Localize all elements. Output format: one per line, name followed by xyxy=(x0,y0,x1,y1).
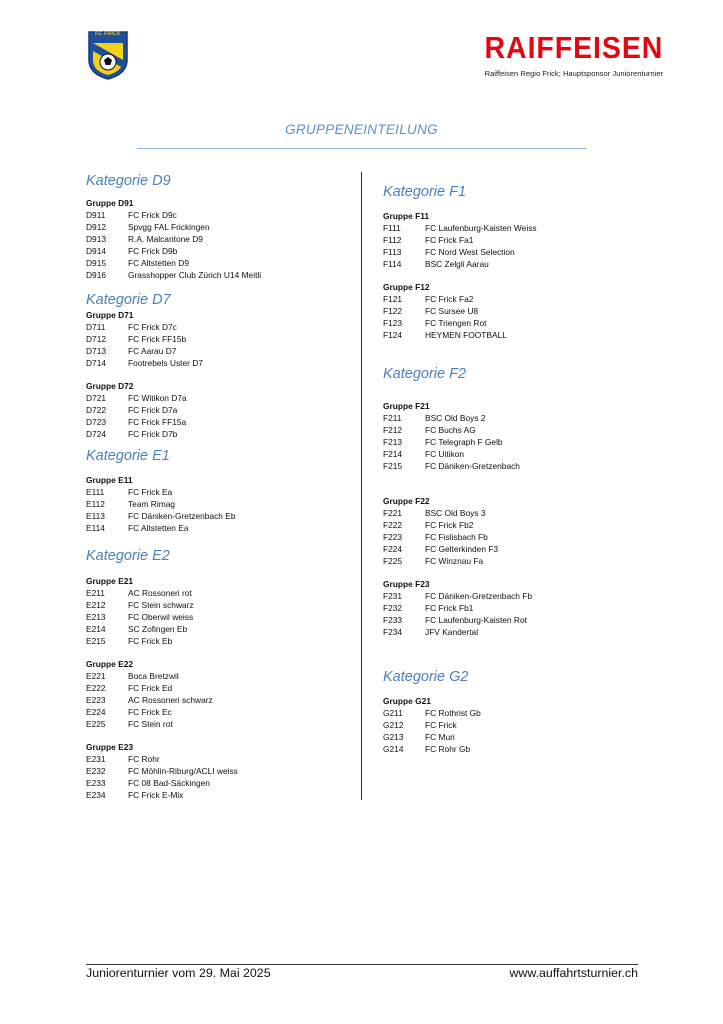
team-code: E224 xyxy=(86,707,106,717)
list-item xyxy=(86,357,203,369)
team-code: F122 xyxy=(383,306,403,316)
team-name: FC Oberwil weiss xyxy=(128,612,194,622)
list-item xyxy=(86,753,160,765)
team-name: FC Frick E-Mix xyxy=(128,790,184,800)
team-name: FC Triengen Rot xyxy=(425,318,487,328)
team-name: Team Rimag xyxy=(128,499,176,509)
group-heading: Gruppe E22 xyxy=(86,659,134,669)
list-item xyxy=(383,412,486,424)
team-code: D714 xyxy=(86,358,107,368)
team-code: E113 xyxy=(86,511,105,521)
team-name: FC Frick D9c xyxy=(128,210,177,220)
team-name: FC Aarau D7 xyxy=(128,346,177,356)
list-item xyxy=(383,743,470,755)
list-item xyxy=(383,424,476,436)
team-code: F114 xyxy=(383,259,402,269)
team-code: F225 xyxy=(383,556,403,566)
team-code: F112 xyxy=(383,235,402,245)
team-name: BSC Old Boys 2 xyxy=(425,413,486,423)
team-code: E225 xyxy=(86,719,106,729)
team-code: F124 xyxy=(383,330,403,340)
list-item xyxy=(86,635,172,647)
list-item xyxy=(383,234,473,246)
fc-frick-crest-icon xyxy=(87,30,129,80)
list-item xyxy=(86,510,236,522)
list-item xyxy=(86,392,187,404)
team-name: R.A. Malcantone D9 xyxy=(128,234,203,244)
team-name: FC Altstetten Ea xyxy=(128,523,189,533)
team-name: FC Frick Ec xyxy=(128,707,172,717)
list-item xyxy=(86,789,183,801)
team-name: FC Frick Fb1 xyxy=(425,603,474,613)
team-code: F221 xyxy=(383,508,403,518)
list-item xyxy=(383,305,478,317)
sponsor-name: RAIFFEISEN xyxy=(484,30,663,65)
team-name: FC Stein schwarz xyxy=(128,600,194,610)
team-code: G213 xyxy=(383,732,404,742)
list-item xyxy=(86,321,177,333)
team-code: E211 xyxy=(86,588,105,598)
team-code: D915 xyxy=(86,258,107,268)
team-name: FC Frick Fa1 xyxy=(425,235,474,245)
category-heading: Kategorie D7 xyxy=(86,292,171,308)
team-code: E232 xyxy=(86,766,106,776)
team-name: FC Gelterkinden F3 xyxy=(425,544,499,554)
category-heading: Kategorie D9 xyxy=(86,173,171,189)
list-item xyxy=(86,694,213,706)
list-item xyxy=(86,233,203,245)
team-code: E112 xyxy=(86,499,105,509)
list-item xyxy=(86,404,177,416)
group-heading: Gruppe D72 xyxy=(86,381,134,391)
team-name: FC Rothrist Gb xyxy=(425,708,481,718)
list-item xyxy=(383,293,473,305)
team-code: F211 xyxy=(383,413,402,423)
footer-website: www.auffahrtsturnier.ch xyxy=(509,966,638,980)
list-item xyxy=(86,706,172,718)
list-item xyxy=(86,498,175,510)
team-name: FC Telegraph F Gelb xyxy=(425,437,503,447)
page-title: GRUPPENEINTEILUNG xyxy=(285,122,438,137)
list-item xyxy=(383,222,537,234)
team-name: FC Frick D7c xyxy=(128,322,177,332)
team-name: AC Rossoneri rot xyxy=(128,588,192,598)
team-code: D911 xyxy=(86,210,106,220)
team-name: FC Fislisbach Fb xyxy=(425,532,488,542)
team-code: E221 xyxy=(86,671,106,681)
team-name: HEYMEN FOOTBALL xyxy=(425,330,507,340)
team-name: FC Frick D7a xyxy=(128,405,178,415)
team-code: D713 xyxy=(86,346,107,356)
team-code: F113 xyxy=(383,247,402,257)
category-heading: Kategorie E2 xyxy=(86,548,170,564)
team-name: FC Nord West Selection xyxy=(425,247,515,257)
team-name: Boca Bretzwil xyxy=(128,671,179,681)
team-name: FC Frick Eb xyxy=(128,636,173,646)
team-name: FC Stein rot xyxy=(128,719,173,729)
team-code: D722 xyxy=(86,405,107,415)
sponsor-subtitle: Raiffeisen Regio Frick; Hauptsponsor Juniorenturnier xyxy=(484,69,663,78)
group-heading: Gruppe F12 xyxy=(383,282,430,292)
team-name: Grasshopper Club Zürich U14 Meitli xyxy=(128,270,262,280)
team-name: FC Däniken-Gretzenbach xyxy=(425,461,520,471)
team-name: FC Däniken-Gretzenbach Eb xyxy=(128,511,236,521)
team-code: E111 xyxy=(86,487,105,497)
team-name: FC Däniken-Gretzenbach Fb xyxy=(425,591,533,601)
group-heading: Gruppe D91 xyxy=(86,198,134,208)
group-heading: Gruppe F11 xyxy=(383,211,430,221)
list-item xyxy=(86,428,177,440)
team-code: G212 xyxy=(383,720,404,730)
team-name: FC Sursee U8 xyxy=(425,306,479,316)
team-name: FC Frick D7b xyxy=(128,429,178,439)
team-name: FC Frick Ed xyxy=(128,683,173,693)
team-name: FC Buchs AG xyxy=(425,425,476,435)
group-heading: Gruppe E23 xyxy=(86,742,134,752)
team-code: F123 xyxy=(383,318,403,328)
team-code: F212 xyxy=(383,425,403,435)
list-item xyxy=(86,587,192,599)
team-code: E231 xyxy=(86,754,106,764)
team-name: FC Rohr xyxy=(128,754,160,764)
list-item xyxy=(86,682,172,694)
team-name: FC Frick Fa2 xyxy=(425,294,474,304)
team-code: F214 xyxy=(383,449,403,459)
group-heading: Gruppe G21 xyxy=(383,696,431,706)
team-code: D721 xyxy=(86,393,107,403)
team-name: FC 08 Bad-Säckingen xyxy=(128,778,210,788)
list-item xyxy=(86,670,179,682)
footer-event-date: Juniorenturnier vom 29. Mai 2025 xyxy=(86,966,271,980)
team-name: Spvgg FAL Frickingen xyxy=(128,222,210,232)
list-item xyxy=(86,221,210,233)
team-name: FC Winznau Fa xyxy=(425,556,484,566)
team-code: F223 xyxy=(383,532,403,542)
list-item xyxy=(383,531,488,543)
list-item xyxy=(383,519,473,531)
list-item xyxy=(86,777,210,789)
list-item xyxy=(383,555,483,567)
team-code: F232 xyxy=(383,603,403,613)
team-code: F224 xyxy=(383,544,403,554)
team-code: E234 xyxy=(86,790,106,800)
list-item xyxy=(383,626,478,638)
category-heading: Kategorie F2 xyxy=(383,366,467,382)
team-name: FC Witikon D7a xyxy=(128,393,187,403)
team-name: FC Frick D9b xyxy=(128,246,178,256)
team-code: F215 xyxy=(383,461,403,471)
group-heading: Gruppe F22 xyxy=(383,496,430,506)
list-item xyxy=(383,590,532,602)
team-code: D912 xyxy=(86,222,107,232)
list-item xyxy=(86,611,193,623)
list-item xyxy=(86,269,261,281)
list-item xyxy=(383,731,455,743)
column-divider xyxy=(361,172,362,800)
list-item xyxy=(383,246,515,258)
team-code: D724 xyxy=(86,429,107,439)
team-code: E213 xyxy=(86,612,106,622)
list-item xyxy=(86,257,189,269)
list-item xyxy=(383,317,486,329)
list-item xyxy=(383,707,481,719)
team-name: FC Muri xyxy=(425,732,455,742)
list-item xyxy=(383,614,527,626)
list-item xyxy=(86,345,176,357)
list-item xyxy=(86,765,238,777)
list-item xyxy=(86,486,172,498)
list-item xyxy=(383,448,464,460)
team-code: E222 xyxy=(86,683,106,693)
list-item xyxy=(383,543,498,555)
team-name: SC Zofingen Eb xyxy=(128,624,188,634)
sponsor-block xyxy=(469,32,663,78)
group-heading: Gruppe E21 xyxy=(86,576,134,586)
team-code: G211 xyxy=(383,708,403,718)
team-code: D712 xyxy=(86,334,107,344)
team-name: AC Rossoneri schwarz xyxy=(128,695,213,705)
team-code: E223 xyxy=(86,695,106,705)
team-code: E214 xyxy=(86,624,106,634)
list-item xyxy=(86,245,177,257)
team-code: F234 xyxy=(383,627,403,637)
list-item xyxy=(86,209,177,221)
team-name: FC Rohr Gb xyxy=(425,744,471,754)
team-code: D711 xyxy=(86,322,106,332)
team-code: F121 xyxy=(383,294,403,304)
team-code: F233 xyxy=(383,615,403,625)
list-item xyxy=(86,416,186,428)
list-item xyxy=(383,460,520,472)
list-item xyxy=(86,333,186,345)
team-name: JFV Kandertal xyxy=(425,627,479,637)
list-item xyxy=(383,602,473,614)
team-name: FC Frick Fb2 xyxy=(425,520,474,530)
team-code: F231 xyxy=(383,591,403,601)
category-heading: Kategorie G2 xyxy=(383,669,469,685)
category-heading: Kategorie E1 xyxy=(86,448,170,464)
list-item xyxy=(383,436,503,448)
group-heading: Gruppe D71 xyxy=(86,310,134,320)
team-code: F111 xyxy=(383,223,401,233)
team-name: FC Altstetten D9 xyxy=(128,258,189,268)
team-code: F222 xyxy=(383,520,403,530)
list-item xyxy=(383,719,457,731)
list-item xyxy=(86,718,173,730)
team-name: Footrebels Uster D7 xyxy=(128,358,203,368)
team-code: E215 xyxy=(86,636,106,646)
title-divider xyxy=(137,148,586,149)
list-item xyxy=(86,522,189,534)
team-code: E233 xyxy=(86,778,106,788)
group-heading: Gruppe F23 xyxy=(383,579,430,589)
team-code: F213 xyxy=(383,437,403,447)
category-heading: Kategorie F1 xyxy=(383,184,467,200)
group-heading: Gruppe E11 xyxy=(86,475,133,485)
team-name: FC Frick FF15a xyxy=(128,417,187,427)
team-name: FC Frick xyxy=(425,720,457,730)
team-code: E114 xyxy=(86,523,105,533)
team-name: FC Möhlin-Riburg/ACLI weiss xyxy=(128,766,238,776)
team-name: FC Uitikon xyxy=(425,449,465,459)
team-name: BSC Old Boys 3 xyxy=(425,508,486,518)
club-logo-text: FC FRICK xyxy=(95,31,121,37)
list-item xyxy=(383,258,489,270)
team-code: G214 xyxy=(383,744,404,754)
team-code: E212 xyxy=(86,600,106,610)
list-item xyxy=(86,599,194,611)
list-item xyxy=(383,507,486,519)
team-name: FC Frick FF15b xyxy=(128,334,187,344)
list-item xyxy=(86,623,187,635)
team-code: D723 xyxy=(86,417,107,427)
list-item xyxy=(383,329,507,341)
team-code: D914 xyxy=(86,246,107,256)
team-code: D916 xyxy=(86,270,107,280)
team-name: FC Frick Ea xyxy=(128,487,173,497)
footer-divider xyxy=(86,964,638,965)
team-code: D913 xyxy=(86,234,107,244)
team-name: BSC Zelgli Aarau xyxy=(425,259,489,269)
team-name: FC Laufenburg-Kaisten Rot xyxy=(425,615,527,625)
team-name: FC Laufenburg-Kaisten Weiss xyxy=(425,223,537,233)
group-heading: Gruppe F21 xyxy=(383,401,430,411)
